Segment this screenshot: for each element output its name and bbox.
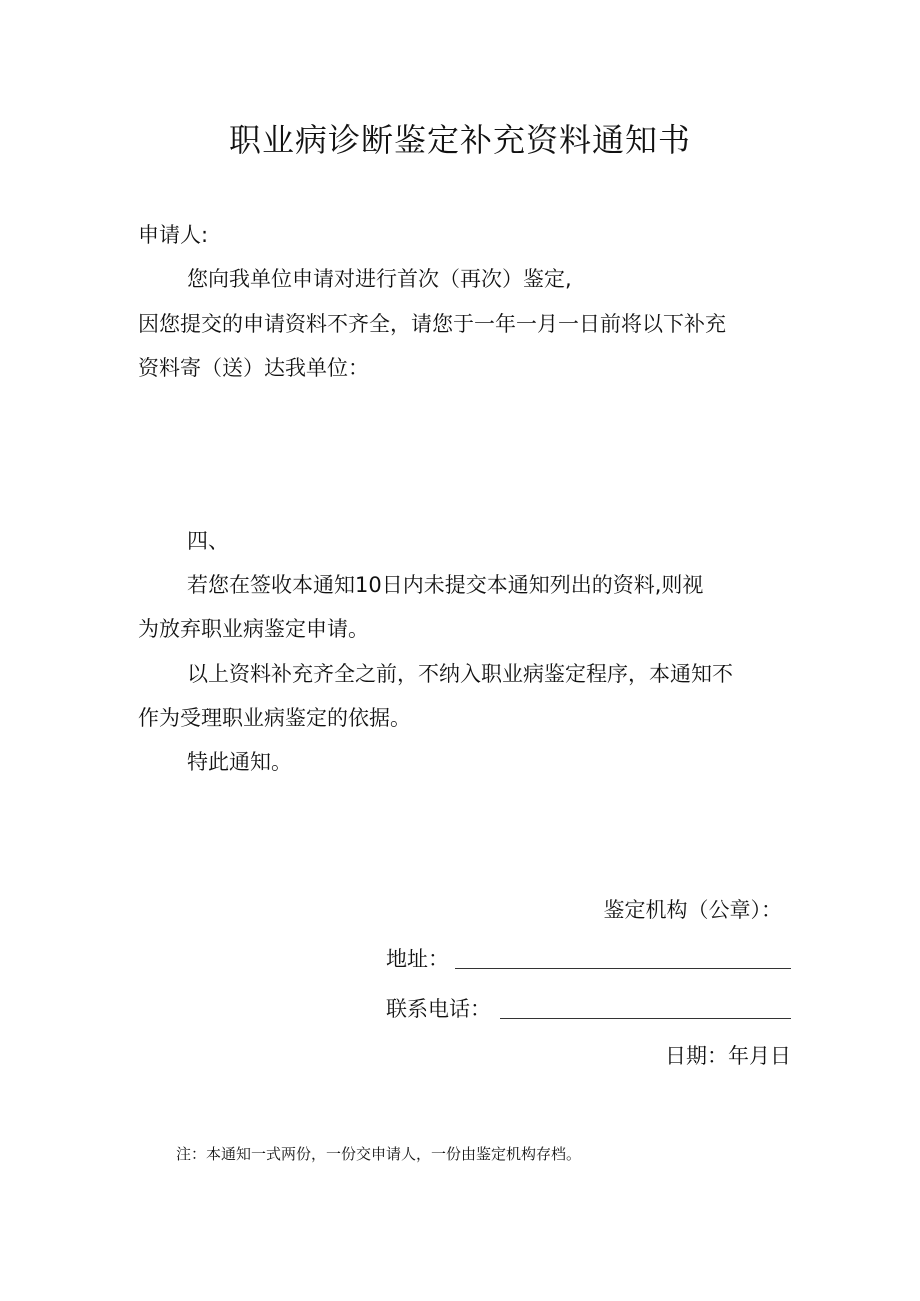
date-label: 日期：年月日 — [665, 1044, 791, 1068]
document-title: 职业病诊断鉴定补充资料通知书 — [228, 121, 691, 159]
item-four: 四、 — [187, 529, 229, 553]
footnote: 注：本通知一式两份，一份交申请人，一份由鉴定机构存档。 — [176, 1145, 582, 1163]
address-blank-line — [455, 968, 791, 969]
phone-label: 联系电话： — [386, 997, 491, 1021]
paragraph-2-line-1: 若您在签收本通知10日内未提交本通知列出的资料,则视 — [187, 573, 704, 597]
paragraph-3-line-1: 以上资料补充齐全之前，不纳入职业病鉴定程序，本通知不 — [187, 662, 733, 686]
paragraph-1-line-1: 您向我单位申请对进行首次（再次）鉴定, — [187, 267, 572, 291]
salutation: 申请人: — [138, 223, 209, 247]
phone-blank-line — [500, 1018, 791, 1019]
paragraph-1-line-3: 资料寄（送）达我单位： — [138, 356, 369, 380]
closing-text: 特此通知。 — [187, 750, 292, 774]
paragraph-3-line-2: 作为受理职业病鉴定的依据。 — [138, 706, 411, 730]
address-label: 地址： — [386, 947, 449, 971]
paragraph-1-line-2: 因您提交的申请资料不齐全，请您于一年一月一日前将以下补充 — [138, 312, 726, 336]
org-seal-label: 鉴定机构（公章）： — [603, 898, 782, 922]
paragraph-2-line-2: 为放弃职业病鉴定申请。 — [138, 617, 369, 641]
